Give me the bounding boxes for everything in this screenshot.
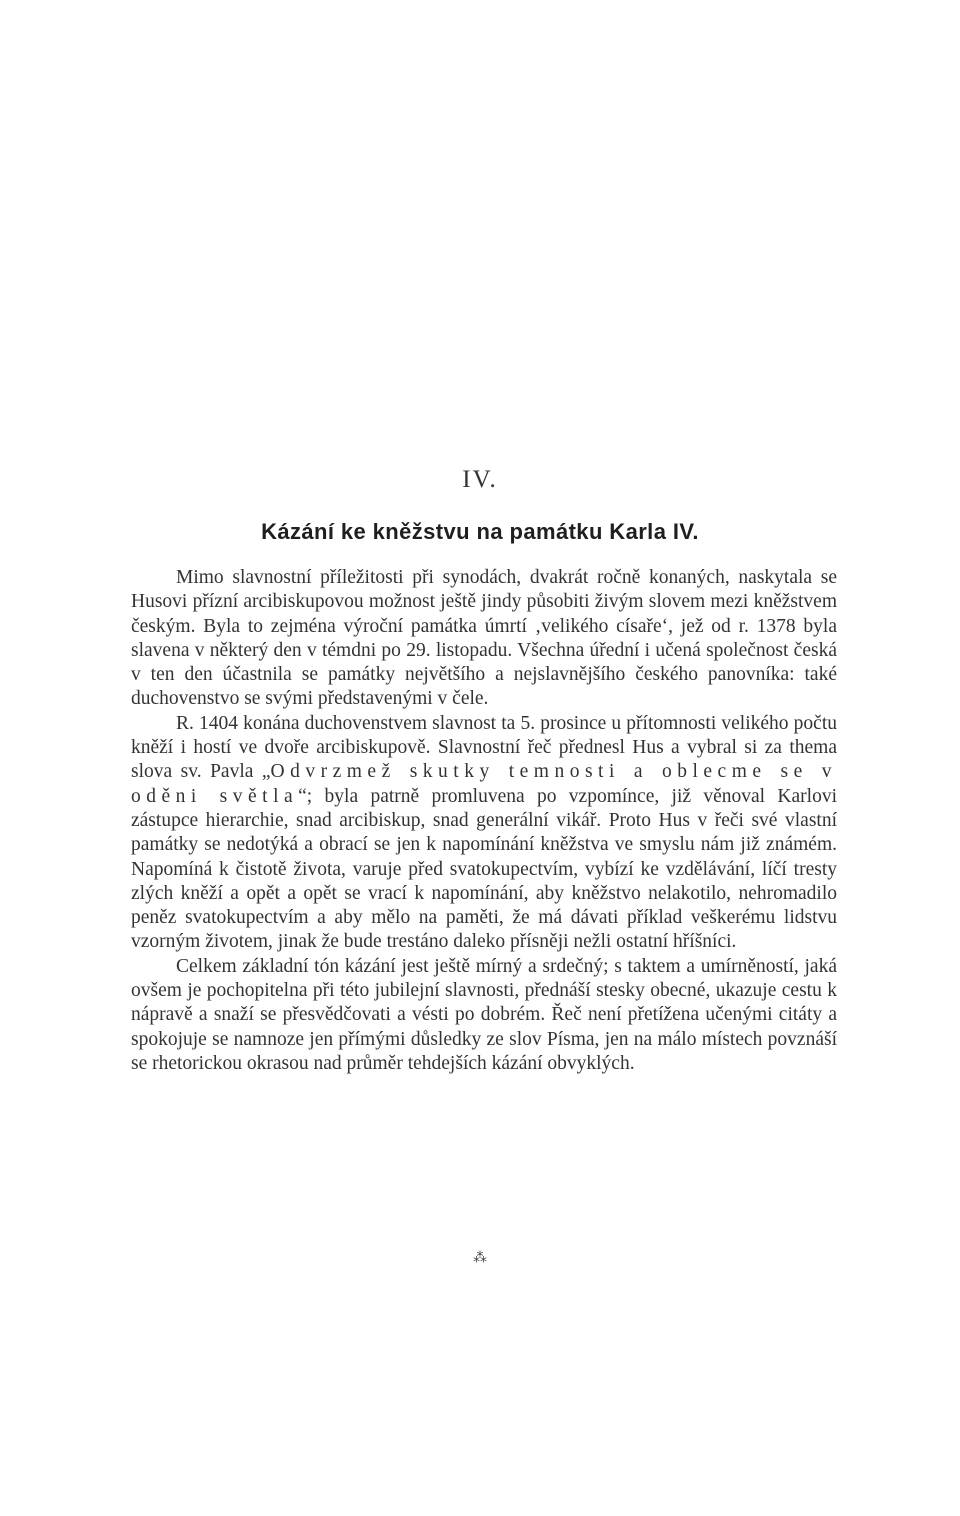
body-text [131, 566, 837, 1076]
paragraph-1: Mimo slavnostní příležitosti při synodách, dvakrát ročně konaných, naskytala se Husovi přízní arcibiskupovou možnost ještě jindy působiti živým slovem mezi kněžstvem českým. Byla to zejména výroční památka úmrtí ‚velikého císaře‘, jež od r. 1378 byla slavena v některý den v témdni po 29. listopadu. Všechna úřední i učená společnost česká v ten den účastnila se památky největšího a nejslavnějšího českého panovníka: také duchovenstvo se svými představenými v čele. [131, 567, 837, 710]
chapter-title: Kázání ke kněžstvu na památku Karla IV. [261, 519, 699, 544]
spaced-quotation: Odvrzmež skutky temnosti a oblecme se v oděni světla [131, 761, 837, 807]
chapter-number: IV. [462, 466, 498, 493]
paragraph-2-text-before: R. 1404 konána duchovenstvem slavnost ta 5. prosince u přítomnosti velikého počtu kněží i hostí ve dvoře arcibiskupově. Slavnostní řeč přednesl Hus a vybral si za thema slova sv. Pavla „ [131, 712, 837, 783]
paragraph-2-text-after: “; byla patrně promluvena po vzpomínce, již věnoval Karlovi zástupce hierarchie, snad arcibiskup, snad generální vikář. Proto Hus v řeči své vlastní památky se nedotýká a obrací se jen k napomínání kněžstva ve smyslu nám již známém. Napomíná k čistotě života, varuje před svatokupectvím, vybízí ke vzdělávání, líčí tresty zlých kněží a opět a opět se vrací k napomínání, aby kněžstvo nelakotilo, nehromadilo peněz svatokupectvím a aby mělo na paměti, že má dávati příklad veškerému lidstvu vzorným životem, jinak že bude trestáno daleko přísněji nežli ostatní hříšníci. [131, 785, 837, 953]
asterism-ornament: ⁂ [473, 1250, 487, 1266]
paragraph-3: Celkem základní tón kázání jest ještě mírný a srdečný; s taktem a umírněností, jaká ovšem je pochopitelna při této jubilejní slavnosti, přednáší stesky obecné, ukazuje cestu k nápravě a snaží se přesvědčovati a vésti po dobrém. Řeč není přetížena učenými citáty a spokojuje se namnoze jen přímými důsledky ze slov Písma, jen na málo místech povznáší se rhetorickou okrasou nad průměr tehdejších kázání obvyklých. [131, 955, 837, 1074]
paragraph-2 [131, 712, 837, 955]
